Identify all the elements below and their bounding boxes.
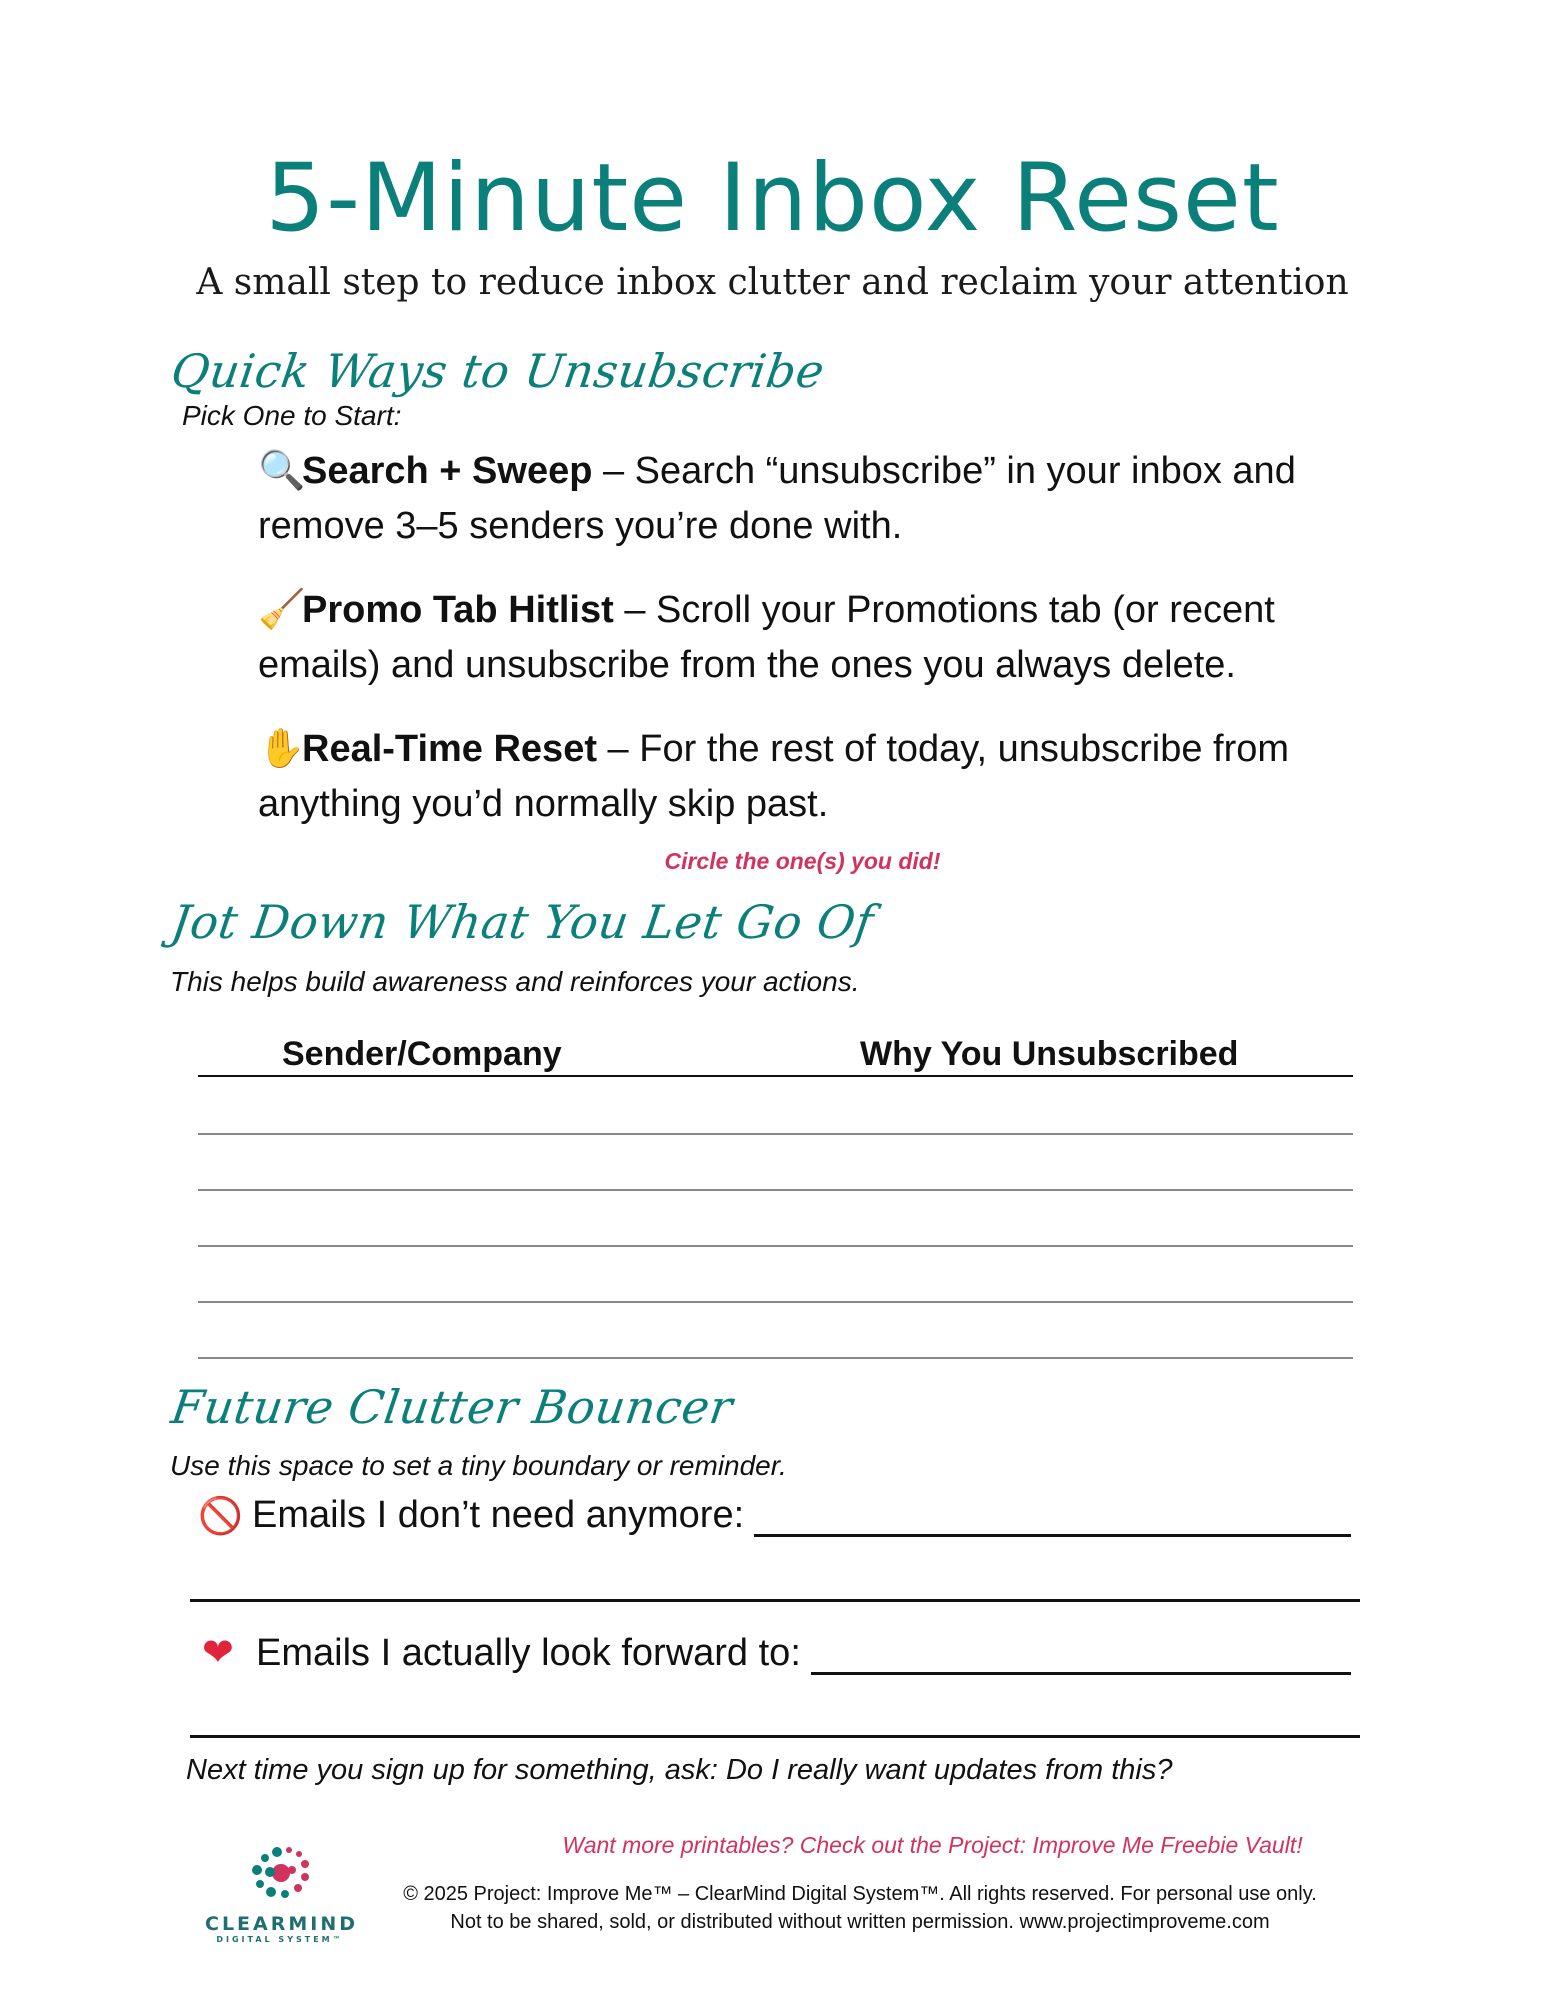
- no-entry-icon: 🚫: [198, 1495, 243, 1536]
- raised-hand-icon: ✋: [258, 728, 306, 770]
- method-name: Promo Tab Hitlist: [302, 589, 614, 631]
- fill-blank[interactable]: [811, 1634, 1351, 1675]
- page-title: 5-Minute Inbox Reset: [265, 144, 1280, 253]
- column-header-sender: Sender/Company: [282, 1035, 562, 1073]
- magnifier-icon: 🔍: [258, 450, 306, 492]
- method-real-time-reset: [258, 722, 1348, 832]
- copyright-line-1: © 2025 Project: Improve Me™ – ClearMind Digital System™. All rights reserved. For personal use only.: [403, 1883, 1317, 1905]
- section-heading-unsubscribe: Quick Ways to Unsubscribe: [168, 344, 828, 398]
- logo-wordmark: CLEARMIND: [205, 1913, 359, 1935]
- section-subheading-boundary: Use this space to set a tiny boundary or reminder.: [170, 1450, 787, 1481]
- fill-blank[interactable]: [754, 1496, 1351, 1537]
- method-promo-tab-hitlist: [258, 583, 1348, 693]
- prompt-emails-dont-need: [198, 1494, 1351, 1537]
- writing-line[interactable]: [190, 1599, 1360, 1602]
- writing-line: [198, 1301, 1353, 1303]
- section-heading-jot-down: Jot Down What You Let Go Of: [168, 895, 877, 949]
- writing-line: [198, 1357, 1353, 1359]
- writing-line: [198, 1245, 1353, 1247]
- clearmind-logo: [205, 1830, 359, 1944]
- prompt-emails-look-forward: [202, 1630, 1351, 1675]
- method-description: – Search “unsubscribe” in your inbox and remove 3–5 senders you’re done with.: [258, 450, 1296, 547]
- method-name: Real-Time Reset: [302, 728, 597, 770]
- method-description: – Scroll your Promotions tab (or recent emails) and unsubscribe from the ones you always delete.: [258, 589, 1275, 686]
- writing-line: [198, 1133, 1353, 1135]
- section-heading-clutter-bouncer: Future Clutter Bouncer: [168, 1380, 737, 1434]
- closing-reminder: Next time you sign up for something, ask: Do I really want updates from this?: [186, 1754, 1173, 1786]
- method-name: Search + Sweep: [302, 450, 593, 492]
- prompt-label: Emails I don’t need anymore:: [252, 1494, 745, 1536]
- broom-icon: 🧹: [258, 589, 306, 631]
- circle-note: Circle the one(s) you did!: [664, 848, 941, 874]
- page-subtitle: A small step to reduce inbox clutter and reclaim your attention: [196, 262, 1349, 303]
- writing-line[interactable]: [190, 1735, 1360, 1738]
- writing-line: [198, 1189, 1353, 1191]
- freebie-vault-link[interactable]: Want more printables? Check out the Project: Improve Me Freebie Vault!: [562, 1832, 1303, 1858]
- column-header-why: Why You Unsubscribed: [860, 1035, 1239, 1073]
- prompt-label: Emails I actually look forward to:: [256, 1632, 801, 1674]
- method-search-sweep: [258, 444, 1348, 554]
- table-header-line: [198, 1075, 1353, 1077]
- section-subheading-pick-one: Pick One to Start:: [182, 400, 402, 431]
- heart-icon: ❤: [202, 1632, 234, 1674]
- copyright-line-2: Not to be shared, sold, or distributed without written permission. www.projectimproveme.com: [450, 1911, 1270, 1933]
- logo-tagline: DIGITAL SYSTEM™: [216, 1935, 344, 1944]
- method-description: – For the rest of today, unsubscribe from anything you’d normally skip past.: [258, 728, 1290, 825]
- copyright-notice: [360, 1880, 1360, 1936]
- section-subheading-awareness: This helps build awareness and reinforces your actions.: [170, 966, 860, 997]
- logo-dots-icon: [205, 1830, 355, 1908]
